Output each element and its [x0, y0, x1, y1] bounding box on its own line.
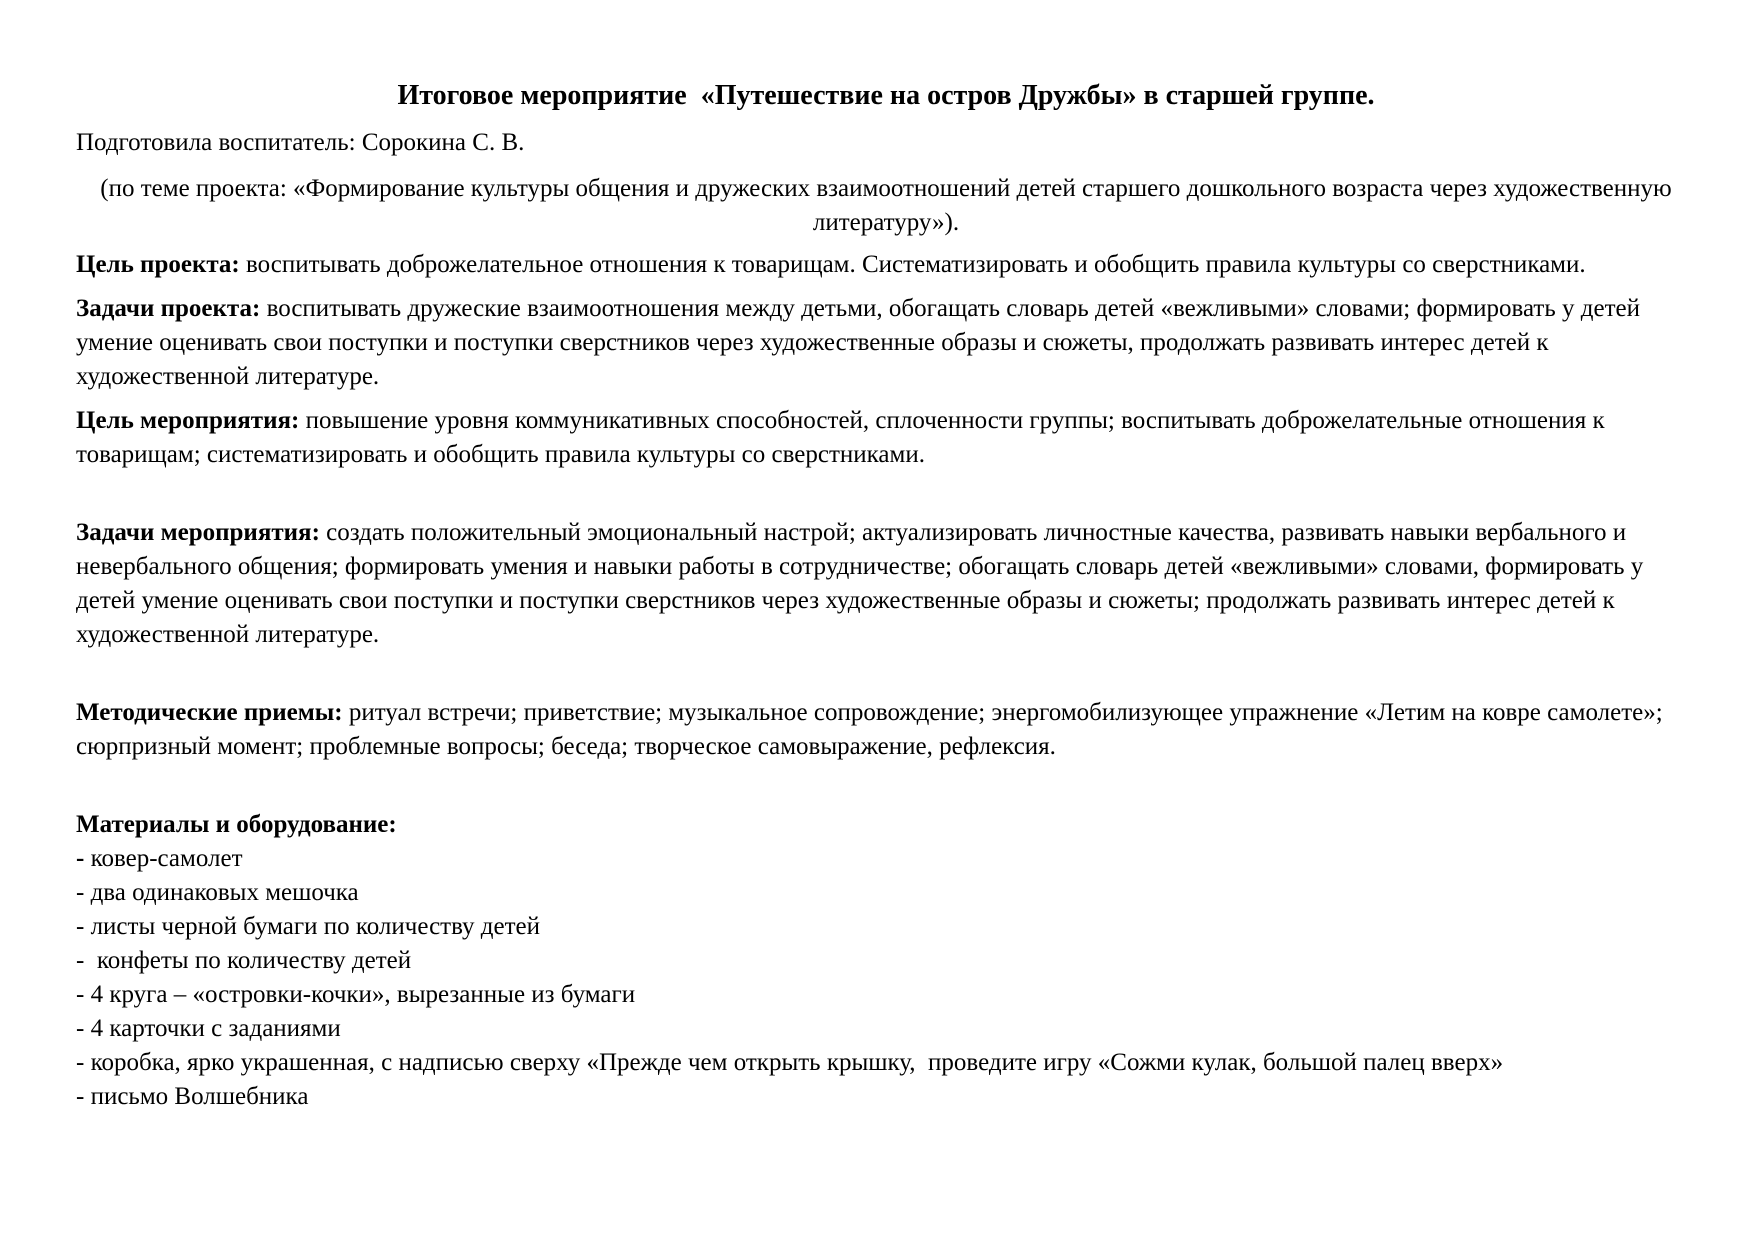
- list-item: - письмо Волшебника: [76, 1083, 309, 1110]
- list-item: - коробка, ярко украшенная, с надписью сверху «Прежде чем открыть крышку, проведите игру «Сожми кулак, большой палец вверх»: [76, 1049, 1504, 1076]
- document-title: Итоговое мероприятие «Путешествие на остров Дружбы» в старшей группе.: [397, 80, 1375, 111]
- event-goal-text: повышение уровня коммуникативных способностей, сплоченности группы; воспитывать доброжелательные отношения к товарищам; систематизировать и обобщить правила культуры со сверстниками.: [76, 407, 1605, 468]
- list-item: - два одинаковых мешочка: [76, 879, 359, 906]
- author-line: Подготовила воспитатель: Сорокина С. В.: [76, 129, 525, 156]
- project-topic: (по теме проекта: «Формирование культуры общения и дружеских взаимоотношений детей старшего дошкольного возраста через художественную литературу»).: [100, 175, 1672, 236]
- project-goal-text: воспитывать доброжелательное отношения к товарищам. Систематизировать и обобщить правила культуры со сверстниками.: [239, 251, 1586, 278]
- project-tasks-text: воспитывать дружеские взаимоотношения между детьми, обогащать словарь детей «вежливыми» словами; формировать у детей умение оценивать свои поступки и поступки сверстников через художественные образы и сюжеты, продолжать развивать интерес детей к художественной литературе.: [76, 295, 1640, 390]
- project-goal-paragraph: [76, 248, 1696, 282]
- event-tasks-label: Задачи мероприятия:: [76, 519, 320, 546]
- materials-list: [76, 842, 1696, 1114]
- list-item: - конфеты по количеству детей: [76, 947, 412, 974]
- event-tasks-paragraph: [76, 516, 1696, 652]
- project-tasks-label: Задачи проекта:: [76, 295, 261, 322]
- methods-paragraph: [76, 696, 1696, 764]
- project-tasks-paragraph: [76, 292, 1696, 394]
- document-page: [76, 70, 1696, 1114]
- list-item: - листы черной бумаги по количеству детей: [76, 913, 541, 940]
- event-tasks-text: создать положительный эмоциональный настрой; актуализировать личностные качества, развивать навыки вербального и невербального общения; формировать умения и навыки работы в сотрудничестве; обогащать словарь детей «вежливыми» словами, формировать у детей умение оценивать свои поступки и поступки сверстников через художественные образы и сюжеты; продолжать развивать интерес детей к художественной литературе.: [76, 519, 1644, 648]
- materials-title: Материалы и оборудование:: [76, 811, 397, 838]
- event-goal-label: Цель мероприятия:: [76, 407, 300, 434]
- methods-text: ритуал встречи; приветствие; музыкальное сопровождение; энергомобилизующее упражнение «Летим на ковре самолете»; сюрпризный момент; проблемные вопросы; беседа; творческое самовыражение, рефлексия.: [76, 699, 1663, 760]
- list-item-text: ковер-самолет: [84, 845, 243, 872]
- list-item: - 4 карточки с заданиями: [76, 1015, 341, 1042]
- list-dash: -: [76, 845, 85, 872]
- methods-label: Методические приемы:: [76, 699, 343, 726]
- event-goal-paragraph: [76, 404, 1696, 472]
- list-item: - 4 круга – «островки-кочки», вырезанные из бумаги: [76, 981, 636, 1008]
- list-item: [76, 842, 1696, 876]
- project-goal-label: Цель проекта:: [76, 251, 240, 278]
